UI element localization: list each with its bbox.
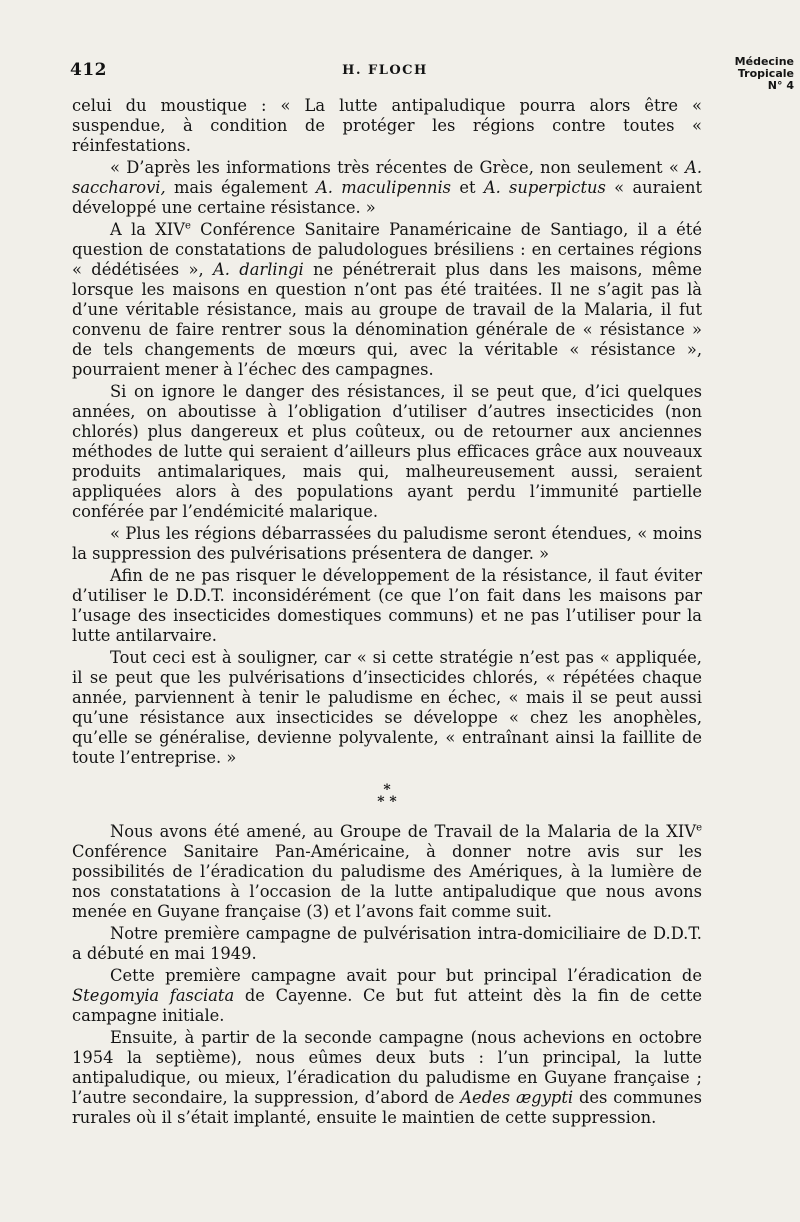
text-span: « Plus les régions débarrassées du paludisme seront étendues, « moins la suppression des pulvérisations présentera de danger. »	[72, 524, 702, 563]
text-span: Notre première campagne de pulvérisation intra-domiciliaire de D.D.T. a débuté en mai 1949.	[72, 924, 702, 963]
text-span: Tout ceci est à souligner, car « si cette stratégie n’est pas « appliquée, il se peut que les pulvérisations d’insecticides chlorés, « répétées chaque année, parviennent à tenir le paludisme en échec, « mais il se peut aussi qu’une résistance aux insecticides se développe « chez les anophèles, qu’elle se généralise, devienne polyvalente, « entraînant ainsi la faillite de toute l’entreprise. »	[72, 648, 702, 767]
paragraph-p7	[72, 648, 702, 768]
paragraph-p10	[72, 966, 702, 1026]
italic-span: A. darlingi	[213, 260, 304, 279]
section-before-break	[72, 96, 702, 768]
text-span: Afin de ne pas risquer le développement de la résistance, il faut éviter d’utiliser le D.D.T. inconsidérément (ce que l’on fait dans les maisons par l’usage des insecticides domestiques communs) et ne pas l’utiliser pour la lutte antilarvaire.	[72, 566, 702, 645]
paragraph-p5	[72, 524, 702, 564]
text-span: « D’après les informations très récentes de Grèce, non seulement «	[110, 158, 686, 177]
journal-name-line-2: Tropicale	[737, 67, 794, 80]
journal-issue: N° 4	[767, 79, 794, 92]
superscript: e	[184, 220, 191, 232]
italic-span: Aedes ægypti	[460, 1088, 574, 1107]
paragraph-p3	[72, 220, 702, 380]
text-span: et	[451, 178, 484, 197]
paragraph-p8	[72, 822, 702, 922]
text-span: « auraient développé une certaine résistance. »	[72, 178, 703, 217]
superscript: e	[696, 822, 702, 834]
asterism-top: *	[383, 782, 391, 798]
text-span: A la XIV	[110, 220, 185, 239]
page-header	[0, 0, 800, 95]
paragraph-p4	[72, 382, 702, 522]
italic-span: A. superpictus	[483, 178, 606, 197]
body-text	[72, 96, 702, 1128]
italic-span: Stegomyia fasciata	[72, 986, 235, 1005]
text-span: Nous avons été amené, au Groupe de Travail de la Malaria de la XIV	[110, 822, 697, 841]
italic-span: A. maculipennis	[316, 178, 452, 197]
text-span: Conférence Sanitaire Panaméricaine de Santiago, il a été question de constatations de paludologues brésiliens : en certaines régions « dédétisées »,	[72, 220, 702, 279]
text-span: mais également	[165, 178, 317, 197]
page-number: 412	[70, 60, 107, 80]
asterism-bottom: * *	[377, 794, 397, 810]
text-span: Cette première campagne avait pour but principal l’éradication de	[110, 966, 702, 985]
paragraph-p1	[72, 96, 702, 156]
paragraph-p11	[72, 1028, 702, 1128]
journal-name-line-1: Médecine	[734, 55, 794, 68]
text-span: celui du moustique : « La lutte antipaludique pourra alors être « suspendue, à condition de protéger les régions contre toutes « réinfestations.	[72, 96, 702, 155]
paragraph-p2	[72, 158, 702, 218]
journal-tag	[714, 56, 794, 92]
running-title: H. FLOCH	[342, 63, 428, 78]
text-span: Ensuite, à partir de la seconde campagne (nous achevions en octobre 1954 la septième), nous eûmes deux buts : l’un principal, la lutte antipaludique, ou mieux, l’éradication du paludisme en Guyane française ; l’autre secondaire, la suppression, d’abord de	[72, 1028, 702, 1107]
text-span: de Cayenne. Ce but fut atteint dès la fin de cette campagne initiale.	[72, 986, 703, 1025]
paragraph-p6	[72, 566, 702, 646]
text-span: des communes rurales où il s’était implanté, ensuite le maintien de cette suppression.	[72, 1088, 702, 1127]
paragraph-p9	[72, 924, 702, 964]
italic-span: A. saccharovi,	[72, 158, 702, 197]
text-span: Si on ignore le danger des résistances, il se peut que, d’ici quelques années, on aboutisse à l’obligation d’utiliser d’autres insecticides (non chlorés) plus dangereux et plus coûteux, ou de retourner aux anciennes méthodes de lutte qui seraient d’ailleurs plus efficaces grâce aux nouveaux produits antimalariques, mais qui, malheureusement aussi, seraient appliquées alors à des populations ayant perdu l’immunité partielle conférée par l’endémicité malarique.	[72, 382, 702, 521]
text-span: Conférence Sanitaire Pan-Américaine, à donner notre avis sur les possibilités de l’éradication du paludisme des Amériques, à la lumière de nos constatations à l’occasion de la lutte antipaludique que nous avons menée en Guyane française (3) et l’avons fait comme suit.	[72, 842, 702, 921]
section-after-break	[72, 822, 702, 1128]
asterism-separator	[72, 784, 702, 808]
text-span: ne pénétrerait plus dans les maisons, même lorsque les maisons en question n’ont pas été traitées. Il ne s’agit pas là d’une véritable résistance, mais au groupe de travail de la Malaria, il fut convenu de faire rentrer sous la dénomination générale de « résistance » de tels changements de mœurs qui, avec la véritable « résistance », pourraient mener à l’échec des campagnes.	[72, 260, 702, 379]
